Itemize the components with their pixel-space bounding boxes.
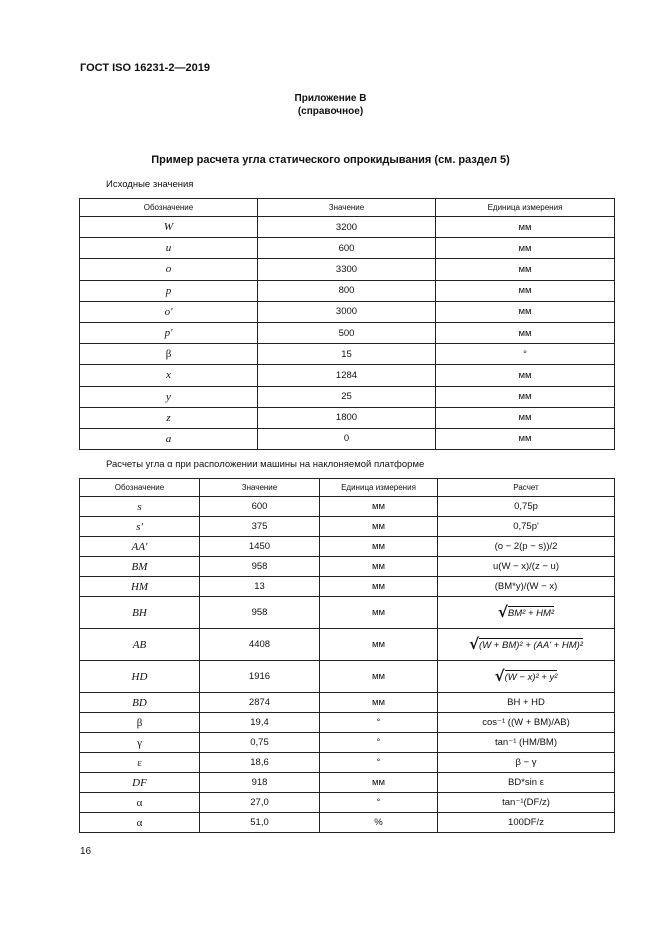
formula-cell: (BM*y)/(W − x): [438, 577, 615, 597]
value-cell: 375: [200, 517, 320, 537]
formula-cell: [438, 661, 615, 693]
value-cell: 2874: [200, 693, 320, 713]
symbol-cell: ε: [80, 753, 200, 773]
table-row: [80, 597, 615, 629]
value-cell: 600: [258, 238, 436, 259]
symbol-cell: W: [80, 217, 258, 238]
unit-cell: %: [320, 813, 438, 833]
symbol-cell: HD: [80, 661, 200, 693]
column-header: Значение: [258, 199, 436, 217]
symbol-cell: β: [80, 713, 200, 733]
radical-sign: √: [494, 667, 505, 685]
radicand: (W − x)² + y²: [504, 672, 558, 683]
unit-cell: мм: [436, 217, 615, 238]
unit-cell: мм: [436, 238, 615, 259]
unit-cell: мм: [320, 629, 438, 661]
formula-cell: tan⁻¹ (HM/BM): [438, 733, 615, 753]
table-row: [80, 813, 615, 833]
column-header: Единица измерения: [436, 199, 615, 217]
unit-cell: мм: [320, 693, 438, 713]
symbol-cell: o: [80, 259, 258, 280]
radicand: (W + BM)² + (AA' + HM)²: [479, 640, 583, 651]
value-cell: 600: [200, 497, 320, 517]
formula-cell: BD*sin ε: [438, 773, 615, 793]
formula-cell: tan⁻¹(DF/z): [438, 793, 615, 813]
table-row: [80, 517, 615, 537]
value-cell: 0: [258, 428, 436, 449]
table-row: [80, 280, 615, 301]
unit-cell: мм: [436, 322, 615, 343]
value-cell: 958: [200, 557, 320, 577]
table-row: [80, 577, 615, 597]
symbol-cell: BD: [80, 693, 200, 713]
symbol-cell: s': [80, 517, 200, 537]
square-root-formula: [498, 605, 554, 619]
unit-cell: мм: [436, 280, 615, 301]
symbol-cell: α: [80, 793, 200, 813]
radical-sign: √: [469, 635, 480, 653]
table-row: [80, 301, 615, 322]
unit-cell: мм: [320, 661, 438, 693]
table-row: [80, 661, 615, 693]
symbol-cell: α: [80, 813, 200, 833]
table1-caption: Исходные значения: [106, 179, 194, 190]
table-row: [80, 557, 615, 577]
formula-cell: [438, 597, 615, 629]
table-row: [80, 713, 615, 733]
table-row: [80, 322, 615, 343]
unit-cell: мм: [436, 259, 615, 280]
unit-cell: мм: [436, 386, 615, 407]
section-title: Пример расчета угла статического опрокидывания (см. раздел 5): [151, 154, 510, 166]
symbol-cell: s: [80, 497, 200, 517]
value-cell: 25: [258, 386, 436, 407]
value-cell: 13: [200, 577, 320, 597]
value-cell: 800: [258, 280, 436, 301]
value-cell: 19,4: [200, 713, 320, 733]
unit-cell: мм: [436, 407, 615, 428]
value-cell: 0,75: [200, 733, 320, 753]
table-row: [80, 629, 615, 661]
formula-cell: (o − 2(p − s))/2: [438, 537, 615, 557]
value-cell: 918: [200, 773, 320, 793]
unit-cell: мм: [436, 301, 615, 322]
document-code: ГОСТ ISO 16231-2—2019: [80, 62, 210, 74]
unit-cell: мм: [320, 517, 438, 537]
unit-cell: мм: [320, 497, 438, 517]
table-row: [80, 407, 615, 428]
table-row: [80, 793, 615, 813]
value-cell: 1916: [200, 661, 320, 693]
value-cell: 1450: [200, 537, 320, 557]
formula-cell: β − γ: [438, 753, 615, 773]
table-header-row: [80, 479, 615, 497]
unit-cell: °: [320, 753, 438, 773]
value-cell: 3200: [258, 217, 436, 238]
symbol-cell: a: [80, 428, 258, 449]
unit-cell: мм: [436, 428, 615, 449]
unit-cell: мм: [320, 577, 438, 597]
unit-cell: мм: [436, 365, 615, 386]
square-root-formula: [495, 669, 558, 683]
unit-cell: °: [320, 733, 438, 753]
value-cell: 15: [258, 344, 436, 365]
formula-cell: BH + HD: [438, 693, 615, 713]
table-row: [80, 753, 615, 773]
formula-cell: 0,75p': [438, 517, 615, 537]
initial-values-table: [79, 198, 615, 450]
column-header: Значение: [200, 479, 320, 497]
symbol-cell: AB: [80, 629, 200, 661]
formula-cell: 0,75p: [438, 497, 615, 517]
unit-cell: мм: [320, 537, 438, 557]
symbol-cell: DF: [80, 773, 200, 793]
value-cell: 51,0: [200, 813, 320, 833]
table-row: [80, 693, 615, 713]
symbol-cell: γ: [80, 733, 200, 753]
value-cell: 1800: [258, 407, 436, 428]
symbol-cell: x: [80, 365, 258, 386]
unit-cell: мм: [320, 773, 438, 793]
table-row: [80, 259, 615, 280]
formula-cell: u(W − x)/(z − u): [438, 557, 615, 577]
formula-cell: 100DF/z: [438, 813, 615, 833]
value-cell: 500: [258, 322, 436, 343]
appendix-label: Приложение В: [294, 93, 367, 104]
symbol-cell: o': [80, 301, 258, 322]
table-row: [80, 217, 615, 238]
table-row: [80, 428, 615, 449]
page-number: 16: [80, 846, 92, 857]
value-cell: 958: [200, 597, 320, 629]
radical-sign: √: [497, 603, 508, 621]
table-header-row: [80, 199, 615, 217]
table-row: [80, 773, 615, 793]
table-row: [80, 733, 615, 753]
table-row: [80, 238, 615, 259]
symbol-cell: BM: [80, 557, 200, 577]
table-row: [80, 497, 615, 517]
unit-cell: °: [436, 344, 615, 365]
value-cell: 18,6: [200, 753, 320, 773]
table-row: [80, 365, 615, 386]
unit-cell: мм: [320, 597, 438, 629]
symbol-cell: BH: [80, 597, 200, 629]
column-header: Расчет: [438, 479, 615, 497]
symbol-cell: p': [80, 322, 258, 343]
column-header: Обозначение: [80, 479, 200, 497]
symbol-cell: z: [80, 407, 258, 428]
symbol-cell: AA': [80, 537, 200, 557]
table-row: [80, 344, 615, 365]
column-header: Обозначение: [80, 199, 258, 217]
unit-cell: мм: [320, 557, 438, 577]
table2-caption: Расчеты угла α при расположении машины на наклоняемой платформе: [106, 459, 425, 470]
value-cell: 1284: [258, 365, 436, 386]
unit-cell: °: [320, 713, 438, 733]
table-row: [80, 537, 615, 557]
formula-cell: [438, 629, 615, 661]
value-cell: 3300: [258, 259, 436, 280]
value-cell: 3000: [258, 301, 436, 322]
symbol-cell: u: [80, 238, 258, 259]
symbol-cell: p: [80, 280, 258, 301]
symbol-cell: y: [80, 386, 258, 407]
value-cell: 4408: [200, 629, 320, 661]
calculation-table: [79, 478, 615, 833]
appendix-heading: [0, 92, 661, 118]
symbol-cell: HM: [80, 577, 200, 597]
appendix-type: (справочное): [297, 106, 364, 117]
column-header: Единица измерения: [320, 479, 438, 497]
formula-cell: cos⁻¹ ((W + BM)/AB): [438, 713, 615, 733]
value-cell: 27,0: [200, 793, 320, 813]
radicand: BM² + HM²: [507, 608, 555, 619]
square-root-formula: [469, 637, 583, 651]
unit-cell: °: [320, 793, 438, 813]
table-row: [80, 386, 615, 407]
symbol-cell: β: [80, 344, 258, 365]
